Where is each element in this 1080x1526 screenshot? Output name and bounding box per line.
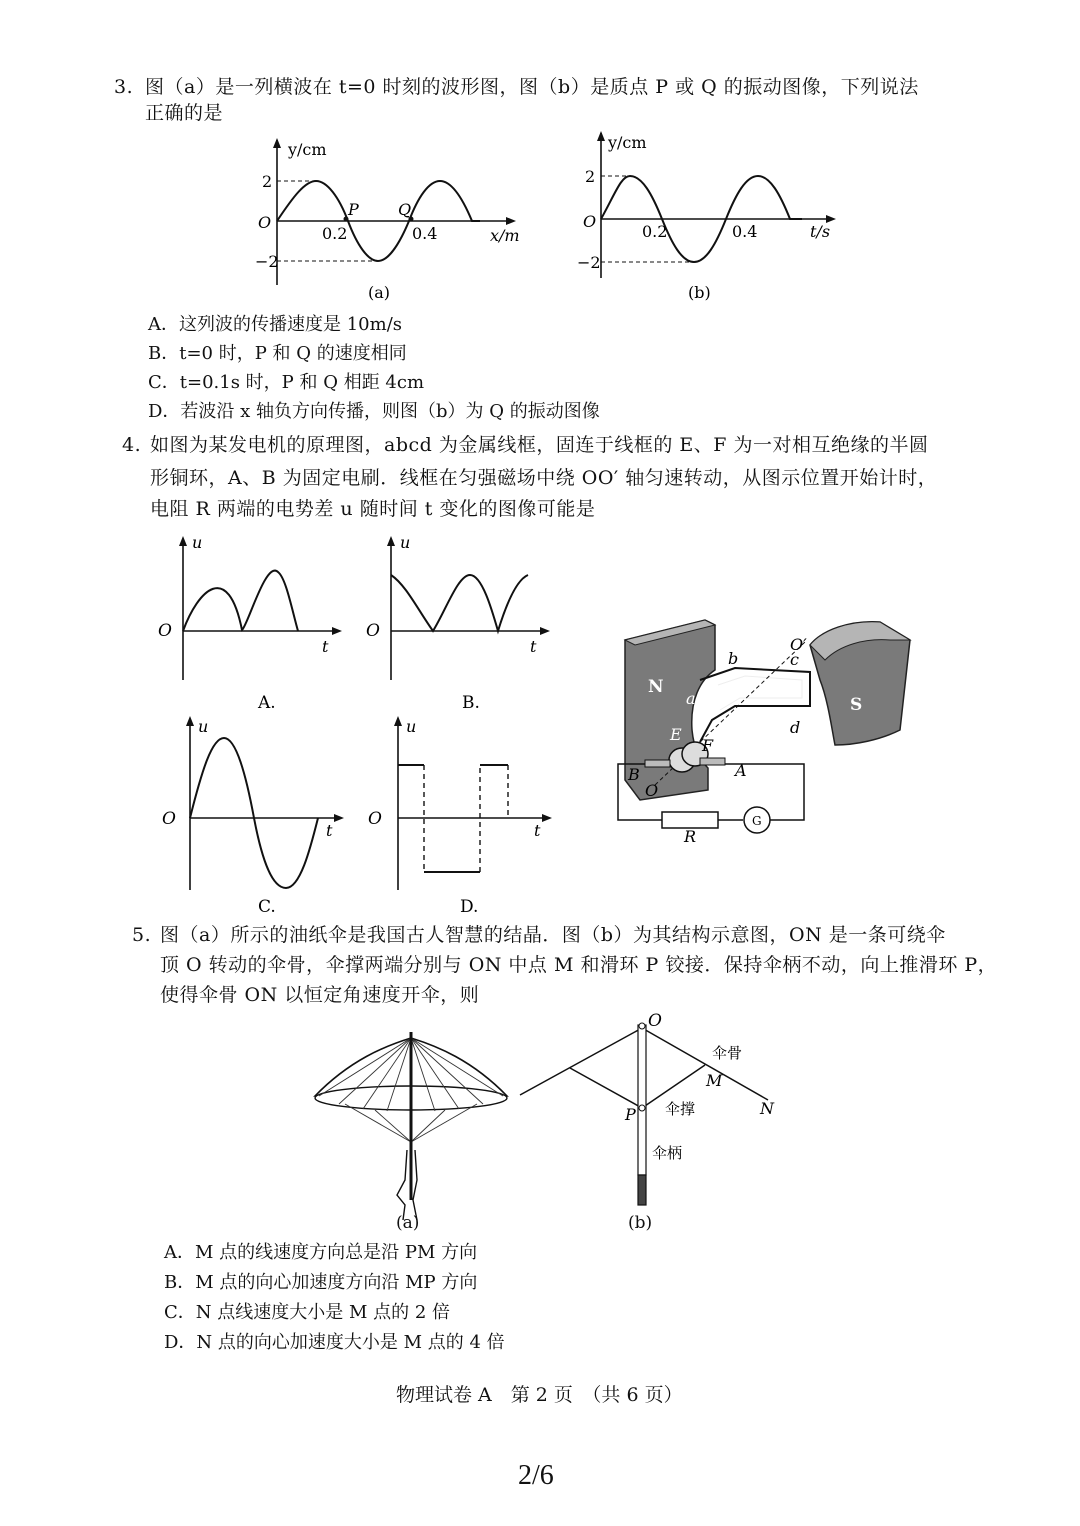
t-axis-arrow bbox=[332, 627, 342, 635]
ylabel: y/cm bbox=[288, 140, 327, 159]
q4-text-line3: 电阻 R 两端的电势差 u 随时间 t 变化的图像可能是 bbox=[150, 498, 596, 520]
q3-figure-b bbox=[570, 128, 860, 303]
q5-text-line1: 图（a）所示的油纸伞是我国古人智慧的结晶．图（b）为其结构示意图，ON 是一条可绕伞 bbox=[160, 924, 946, 946]
q5-text-line2: 顶 O 转动的伞骨，伞撑两端分别与 ON 中点 M 和滑环 P 铰接．保持伞柄不动，向上推滑环 P， bbox=[160, 954, 998, 976]
label-p: P bbox=[625, 1105, 636, 1124]
tlabel: t bbox=[530, 637, 537, 656]
q4-graph-b bbox=[358, 530, 558, 715]
q3-option-a: A．这列波的传播速度是 10m/s bbox=[148, 314, 402, 335]
tick-x-1: 0.2 bbox=[322, 224, 348, 243]
curve-c bbox=[190, 738, 318, 888]
caption-b: B. bbox=[462, 693, 480, 713]
brace-left bbox=[570, 1068, 642, 1108]
ulabel: u bbox=[192, 533, 203, 552]
ulabel: u bbox=[406, 717, 417, 736]
label-n: N bbox=[648, 677, 664, 697]
curve-a bbox=[183, 571, 298, 631]
point-o bbox=[639, 1023, 645, 1029]
brush-a bbox=[700, 758, 725, 765]
origin: O bbox=[162, 809, 176, 829]
label-d-side: d bbox=[790, 718, 801, 737]
y-axis-arrow bbox=[597, 131, 605, 141]
rib-on bbox=[642, 1028, 768, 1100]
tick-x-2: 0.4 bbox=[732, 222, 758, 241]
curve-b bbox=[391, 575, 528, 631]
page-footer: 物理试卷 A 第 2 页 （共 6 页） bbox=[396, 1384, 683, 1406]
resistor-r bbox=[662, 812, 718, 828]
caption-c: C. bbox=[258, 897, 276, 917]
q3-text-line2: 正确的是 bbox=[145, 102, 224, 124]
q3-option-b: B．t=0 时，P 和 Q 的速度相同 bbox=[148, 343, 407, 364]
coil-inner bbox=[718, 676, 802, 710]
brush-b bbox=[645, 760, 670, 767]
point-p bbox=[639, 1105, 645, 1111]
origin: O bbox=[368, 809, 382, 829]
label-axis-o: O bbox=[645, 781, 659, 800]
q3-option-c: C．t=0.1s 时，P 和 Q 相距 4cm bbox=[148, 372, 425, 393]
tassel bbox=[397, 1150, 407, 1220]
tick-x-2: 0.4 bbox=[412, 224, 438, 243]
y-axis-arrow bbox=[273, 138, 281, 148]
q5-caption-b: (b) bbox=[628, 1213, 653, 1233]
xlabel: x/m bbox=[490, 226, 520, 245]
tick-y-pos: 2 bbox=[585, 167, 596, 186]
q5-umbrella-drawing bbox=[305, 1030, 520, 1240]
q5-option-b: B．M 点的向心加速度方向沿 MP 方向 bbox=[164, 1272, 478, 1293]
tick-y-neg: −2 bbox=[255, 252, 279, 271]
label-brush-b: B bbox=[628, 765, 640, 784]
q5-option-a: A．M 点的线速度方向总是沿 PM 方向 bbox=[164, 1242, 478, 1263]
u-axis-arrow bbox=[387, 536, 395, 546]
u-axis-arrow bbox=[186, 716, 194, 726]
label-handle: 伞柄 bbox=[652, 1144, 683, 1162]
page-number: 2/6 bbox=[518, 1460, 554, 1491]
q3-option-d: D．若波沿 x 轴负方向传播，则图（b）为 Q 的振动图像 bbox=[148, 401, 600, 422]
label-r: R bbox=[684, 827, 697, 846]
q5-caption-a: (a) bbox=[396, 1213, 420, 1233]
label-n: N bbox=[760, 1099, 774, 1118]
q5-number: 5. bbox=[132, 924, 152, 946]
q5-option-d: D．N 点的向心加速度大小是 M 点的 4 倍 bbox=[164, 1332, 505, 1353]
t-axis-arrow bbox=[334, 814, 344, 822]
ylabel: y/cm bbox=[608, 133, 647, 152]
q4-graph-a bbox=[150, 530, 350, 715]
caption-a: A. bbox=[258, 693, 276, 713]
origin: O bbox=[366, 621, 380, 641]
tassel-2 bbox=[413, 1150, 417, 1220]
label-b-side: b bbox=[728, 649, 739, 668]
q5-text-line3: 使得伞骨 ON 以恒定角速度开伞，则 bbox=[160, 984, 480, 1006]
label-rib: 伞骨 bbox=[712, 1044, 743, 1062]
label-ring-e: E bbox=[670, 725, 682, 744]
x-axis-arrow bbox=[506, 217, 516, 225]
origin: O bbox=[258, 213, 272, 232]
q4-number: 4. bbox=[122, 434, 142, 456]
u-axis-arrow bbox=[179, 536, 187, 546]
label-axis-o-prime: O′ bbox=[790, 635, 807, 654]
tick-y-neg: −2 bbox=[577, 253, 601, 272]
q4-graph-d bbox=[360, 710, 560, 920]
q4-text-line1: 如图为某发电机的原理图，abcd 为金属线框，固连于线框的 E、F 为一对相互绝缘的半圆 bbox=[150, 434, 929, 456]
q4-generator-diagram bbox=[600, 610, 920, 850]
label-ring-f: F bbox=[702, 736, 714, 755]
q5-structure-diagram bbox=[510, 1010, 810, 1210]
label-c-side: c bbox=[790, 650, 799, 669]
label-brace: 伞撑 bbox=[665, 1100, 696, 1118]
ulabel: u bbox=[400, 533, 411, 552]
label-brush-a: A bbox=[735, 761, 747, 780]
label-s: S bbox=[850, 695, 863, 715]
t-axis-arrow bbox=[540, 627, 550, 635]
q3-number: 3. bbox=[114, 76, 134, 98]
q5-option-c: C．N 点线速度大小是 M 点的 2 倍 bbox=[164, 1302, 451, 1323]
label-g: G bbox=[752, 814, 762, 828]
tlabel: t bbox=[534, 821, 541, 840]
caption-d: D. bbox=[460, 897, 479, 917]
u-axis-arrow bbox=[394, 716, 402, 726]
t-axis-arrow bbox=[542, 814, 552, 822]
handle-pole bbox=[638, 1025, 646, 1175]
origin: O bbox=[158, 621, 172, 641]
label-q: Q bbox=[398, 200, 412, 219]
q4-graph-c bbox=[150, 710, 350, 920]
label-o: O bbox=[648, 1011, 662, 1031]
label-p: P bbox=[348, 200, 359, 219]
caption-b: (b) bbox=[688, 283, 711, 302]
q3-figure-a bbox=[250, 135, 540, 305]
origin: O bbox=[583, 212, 597, 231]
tlabel: t bbox=[326, 821, 333, 840]
label-a-side: a bbox=[686, 689, 696, 708]
label-m: M bbox=[706, 1071, 723, 1090]
handle-grip bbox=[638, 1175, 646, 1205]
tick-y-pos: 2 bbox=[262, 172, 273, 191]
xlabel: t/s bbox=[810, 222, 831, 241]
caption-a: (a) bbox=[368, 283, 391, 302]
tlabel: t bbox=[322, 637, 329, 656]
q4-text-line2: 形铜环，A、B 为固定电刷．线框在匀强磁场中绕 OO′ 轴匀速转动，从图示位置开始计时， bbox=[150, 467, 938, 489]
tick-x-1: 0.2 bbox=[642, 222, 668, 241]
rib-left bbox=[520, 1028, 642, 1095]
q3-text-line1: 图（a）是一列横波在 t=0 时刻的波形图，图（b）是质点 P 或 Q 的振动图像，下列说法 bbox=[145, 76, 919, 98]
ulabel: u bbox=[198, 717, 209, 736]
